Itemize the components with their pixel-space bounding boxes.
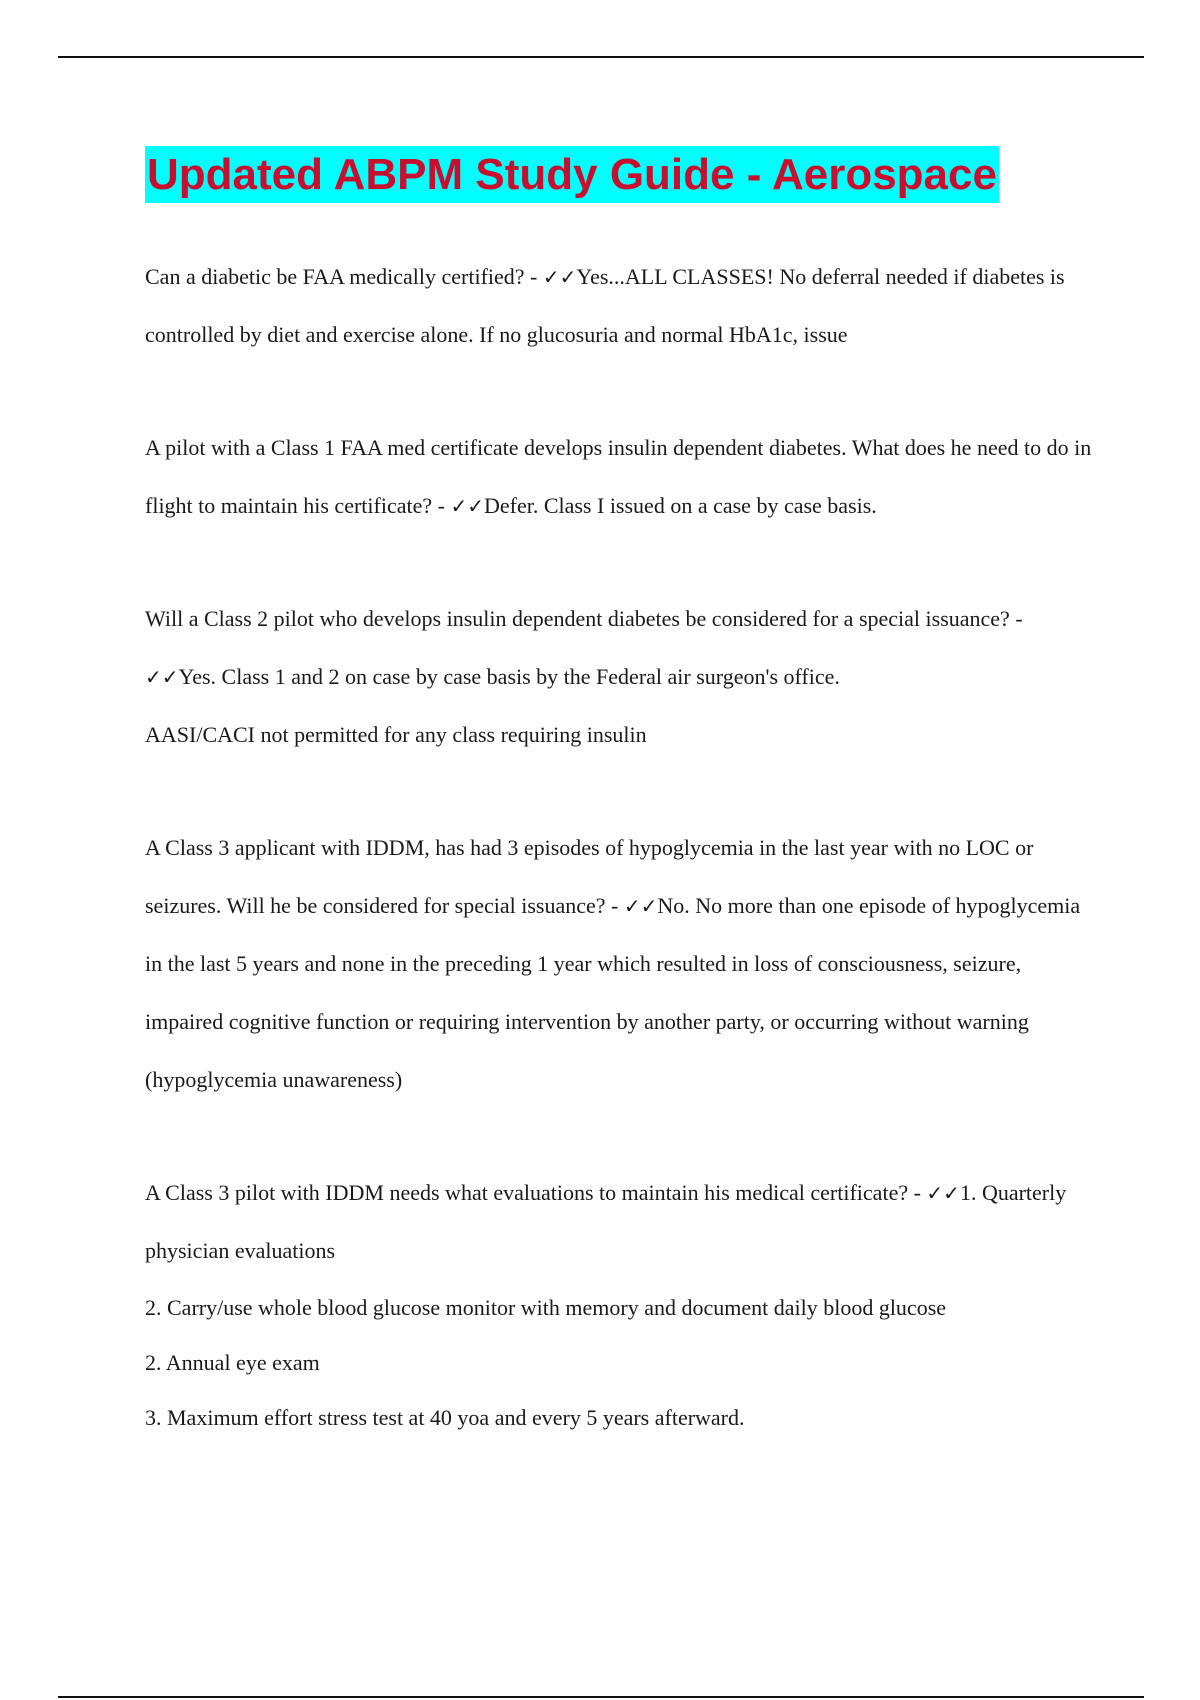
qa-text bbox=[145, 419, 1095, 535]
answer-text: No. No more than one episode of hypoglycemia in the last 5 years and none in the preceding 1 year which resulted in loss of consciousness, seizure, impaired cognitive function or requiring intervention by another party, or occurring without warning (hypoglycemia unawareness) bbox=[145, 893, 1081, 1092]
qa-item-3 bbox=[145, 590, 1095, 764]
check-mark-icon: ✓✓ bbox=[145, 665, 179, 689]
qa-item-5 bbox=[145, 1164, 1095, 1445]
qa-text bbox=[145, 819, 1095, 1109]
question-text: A pilot with a Class 1 FAA med certificate develops insulin dependent diabetes. What does he need to do in flight to maintain his certificate? - bbox=[145, 435, 1092, 518]
question-text: Will a Class 2 pilot who develops insulin dependent diabetes be considered for a special issuance? - bbox=[145, 606, 1023, 631]
qa-item-1 bbox=[145, 248, 1095, 364]
document-title: Updated ABPM Study Guide - Aerospace bbox=[145, 146, 999, 203]
answer-text: Defer. Class I issued on a case by case basis. bbox=[483, 493, 877, 518]
question-text: A Class 3 applicant with IDDM, has had 3 episodes of hypoglycemia in the last year with no LOC or seizures. Will he be considered for special issuance? - bbox=[145, 835, 1034, 918]
question-text: A Class 3 pilot with IDDM needs what evaluations to maintain his medical certificate? - bbox=[145, 1180, 927, 1205]
answer-extra-line: 3. Maximum effort stress test at 40 yoa and every 5 years afterward. bbox=[145, 1405, 745, 1430]
qa-text bbox=[145, 590, 1095, 706]
answer-extra-line: 2. Carry/use whole blood glucose monitor with memory and document daily blood glucose bbox=[145, 1295, 947, 1320]
answer-extra-line: AASI/CACI not permitted for any class requiring insulin bbox=[145, 722, 647, 747]
answer-text: Yes. Class 1 and 2 on case by case basis by the Federal air surgeon's office. bbox=[178, 664, 840, 689]
qa-text bbox=[145, 1164, 1095, 1280]
answer-text: 1. Quarterly physician evaluations bbox=[145, 1180, 1067, 1263]
check-mark-icon: ✓✓ bbox=[542, 265, 577, 289]
qa-item-2 bbox=[145, 419, 1095, 535]
check-mark-icon: ✓✓ bbox=[926, 1181, 960, 1205]
top-rule bbox=[58, 56, 1144, 58]
document-body bbox=[145, 248, 1095, 1500]
check-mark-icon: ✓✓ bbox=[450, 494, 484, 518]
qa-item-4 bbox=[145, 819, 1095, 1109]
answer-text: Yes...ALL CLASSES! No deferral needed if diabetes is controlled by diet and exercise alone. If no glucosuria and normal HbA1c, issue bbox=[145, 264, 1065, 347]
qa-text bbox=[145, 248, 1095, 364]
check-mark-icon: ✓✓ bbox=[623, 894, 658, 918]
question-text: Can a diabetic be FAA medically certified? - bbox=[145, 264, 543, 289]
bottom-rule bbox=[58, 1696, 1144, 1698]
answer-extra-line: 2. Annual eye exam bbox=[145, 1350, 320, 1375]
